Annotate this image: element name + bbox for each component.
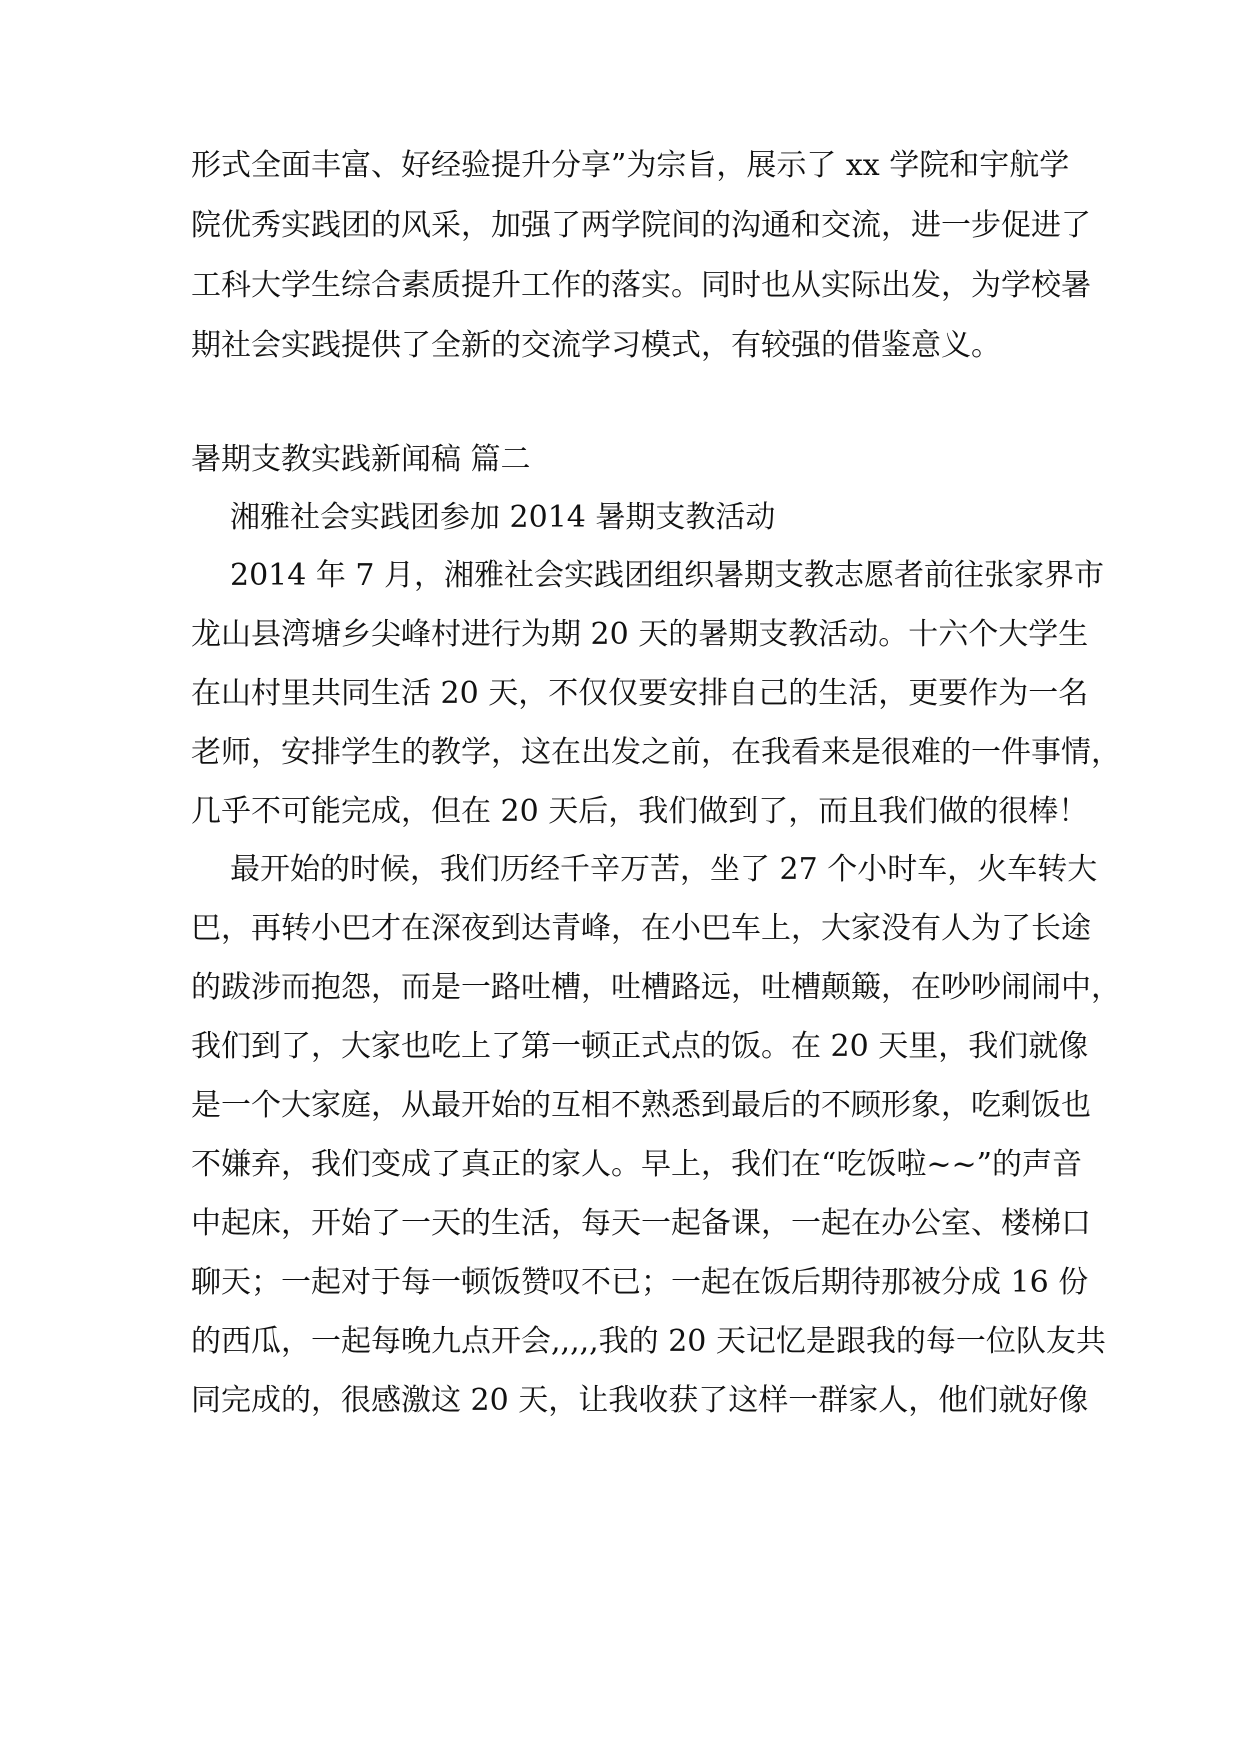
section-heading: 暑期支教实践新闻稿 篇二 — [191, 442, 531, 477]
paragraph-line: 不嫌弃，我们变成了真正的家人。早上，我们在“吃饭啦~~”的声音 — [191, 1147, 1082, 1182]
paragraph-line: 最开始的时候，我们历经千辛万苦，坐了 27 个小时车，火车转大 — [230, 852, 1098, 887]
intro-line: 院优秀实践团的风采，加强了两学院间的沟通和交流，进一步促进了 — [191, 208, 1091, 243]
paragraph-line: 老师，安排学生的教学，这在出发之前，在我看来是很难的一件事情， — [191, 735, 1121, 770]
intro-line: 形式全面丰富、好经验提升分享”为宗旨，展示了 xx 学院和宇航学 — [191, 148, 1070, 183]
paragraph-line: 2014 年 7 月，湘雅社会实践团组织暑期支教志愿者前往张家界市 — [230, 558, 1105, 593]
paragraph-line: 巴，再转小巴才在深夜到达青峰，在小巴车上，大家没有人为了长途 — [191, 911, 1091, 946]
intro-line: 工科大学生综合素质提升工作的落实。同时也从实际出发，为学校暑 — [191, 268, 1091, 303]
paragraph-line: 聊天；一起对于每一顿饭赞叹不已；一起在饭后期待那被分成 16 份 — [191, 1265, 1089, 1300]
paragraph-line: 的西瓜，一起每晚九点开会,,,,,我的 20 天记忆是跟我的每一位队友共 — [191, 1324, 1106, 1359]
paragraph-line: 中起床，开始了一天的生活，每天一起备课，一起在办公室、楼梯口 — [191, 1206, 1091, 1241]
paragraph-line: 龙山县湾塘乡尖峰村进行为期 20 天的暑期支教活动。十六个大学生 — [191, 617, 1089, 652]
intro-line: 期社会实践提供了全新的交流学习模式，有较强的借鉴意义。 — [191, 328, 1001, 363]
paragraph-line: 在山村里共同生活 20 天，不仅仅要安排自己的生活，更要作为一名 — [191, 676, 1089, 711]
paragraph-line: 是一个大家庭，从最开始的互相不熟悉到最后的不顾形象，吃剩饭也 — [191, 1088, 1091, 1123]
paragraph-line: 的跋涉而抱怨，而是一路吐槽，吐槽路远，吐槽颠簸，在吵吵闹闹中， — [191, 970, 1121, 1005]
paragraph-line: 同完成的，很感激这 20 天，让我收获了这样一群家人，他们就好像 — [191, 1383, 1089, 1418]
paragraph-line: 我们到了，大家也吃上了第一顿正式点的饭。在 20 天里，我们就像 — [191, 1029, 1089, 1064]
article-title: 湘雅社会实践团参加 2014 暑期支教活动 — [230, 500, 776, 535]
paragraph-line: 几乎不可能完成，但在 20 天后，我们做到了，而且我们做的很棒！ — [191, 794, 1089, 829]
